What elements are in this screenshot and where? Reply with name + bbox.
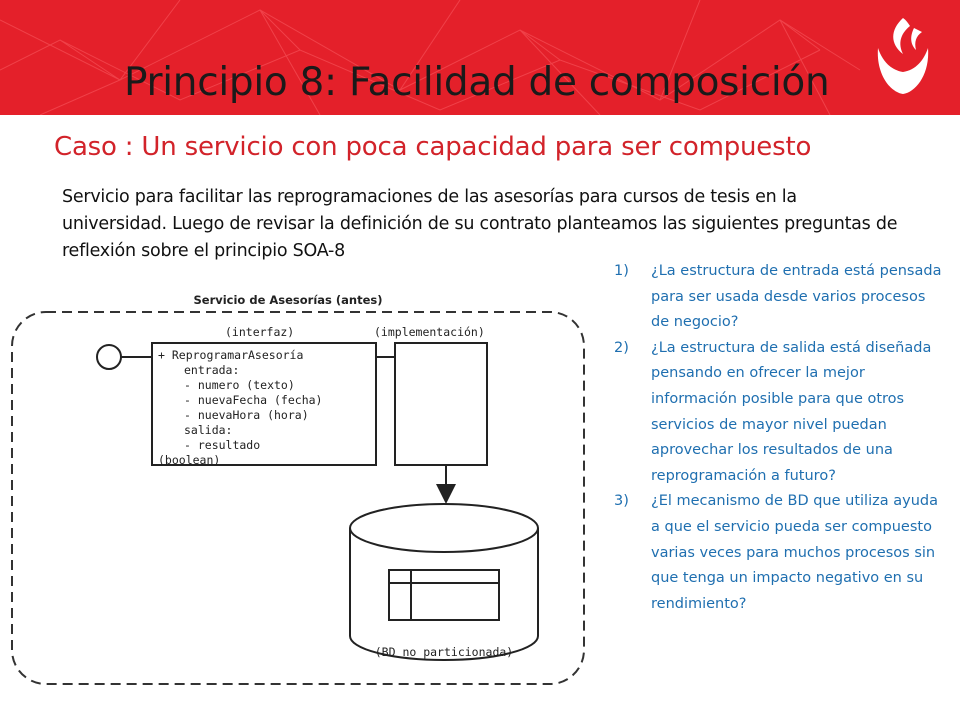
question-text: ¿La estructura de salida está diseñada pensando en ofrecer la mejor información posible para que otros servicios de mayor nivel puedan aprovechar los resultados de una reprogramación a futuro?	[651, 339, 932, 484]
question-number: 2)	[614, 339, 629, 356]
interface-line: - numero (texto)	[184, 378, 295, 392]
question-number: 3)	[614, 493, 629, 510]
interface-line: - nuevaHora (hora)	[184, 408, 309, 422]
question-text: ¿El mecanismo de BD que utiliza ayuda a que el servicio pueda ser compuesto varias veces para muchos procesos sin que tenga un impacto negativo en su rendimiento?	[651, 493, 938, 612]
interface-line: + ReprogramarAsesoría	[158, 348, 304, 362]
title-banner	[0, 0, 960, 115]
database-label: (BD no particionada)	[374, 645, 514, 659]
intro-paragraph: Servicio para facilitar las reprogramaciones de las asesorías para cursos de tesis en la universidad. Luego de revisar la definición de su contrato planteamos las siguientes preguntas de reflexión sobre el principio SOA-8	[62, 187, 898, 261]
university-logo-icon	[870, 14, 936, 98]
question-text: ¿La estructura de entrada está pensada para ser usada desde varios procesos de negocio?	[651, 263, 942, 331]
interface-line: - resultado	[184, 438, 261, 452]
reflection-questions	[614, 259, 944, 617]
interface-line: salida:	[184, 423, 233, 437]
interface-label: (interfaz)	[225, 325, 295, 339]
service-diagram	[8, 286, 598, 692]
question-number: 1)	[614, 263, 629, 279]
question-item	[614, 336, 944, 490]
interface-line: entrada:	[184, 363, 240, 377]
slide-subtitle: Caso : Un servicio con poca capacidad para ser compuesto	[54, 132, 812, 162]
slide-title: Principio 8: Facilidad de composición	[124, 60, 830, 105]
interface-line: (boolean)	[158, 453, 221, 467]
implementation-label: (implementación)	[374, 325, 485, 339]
question-item	[614, 489, 944, 617]
table-icon	[389, 570, 499, 620]
question-item	[614, 259, 944, 336]
interface-line: - nuevaFecha (fecha)	[184, 393, 323, 407]
implementation-box	[395, 343, 487, 465]
diagram-title: Servicio de Asesorías (antes)	[193, 293, 383, 307]
interface-port-icon	[97, 345, 121, 369]
